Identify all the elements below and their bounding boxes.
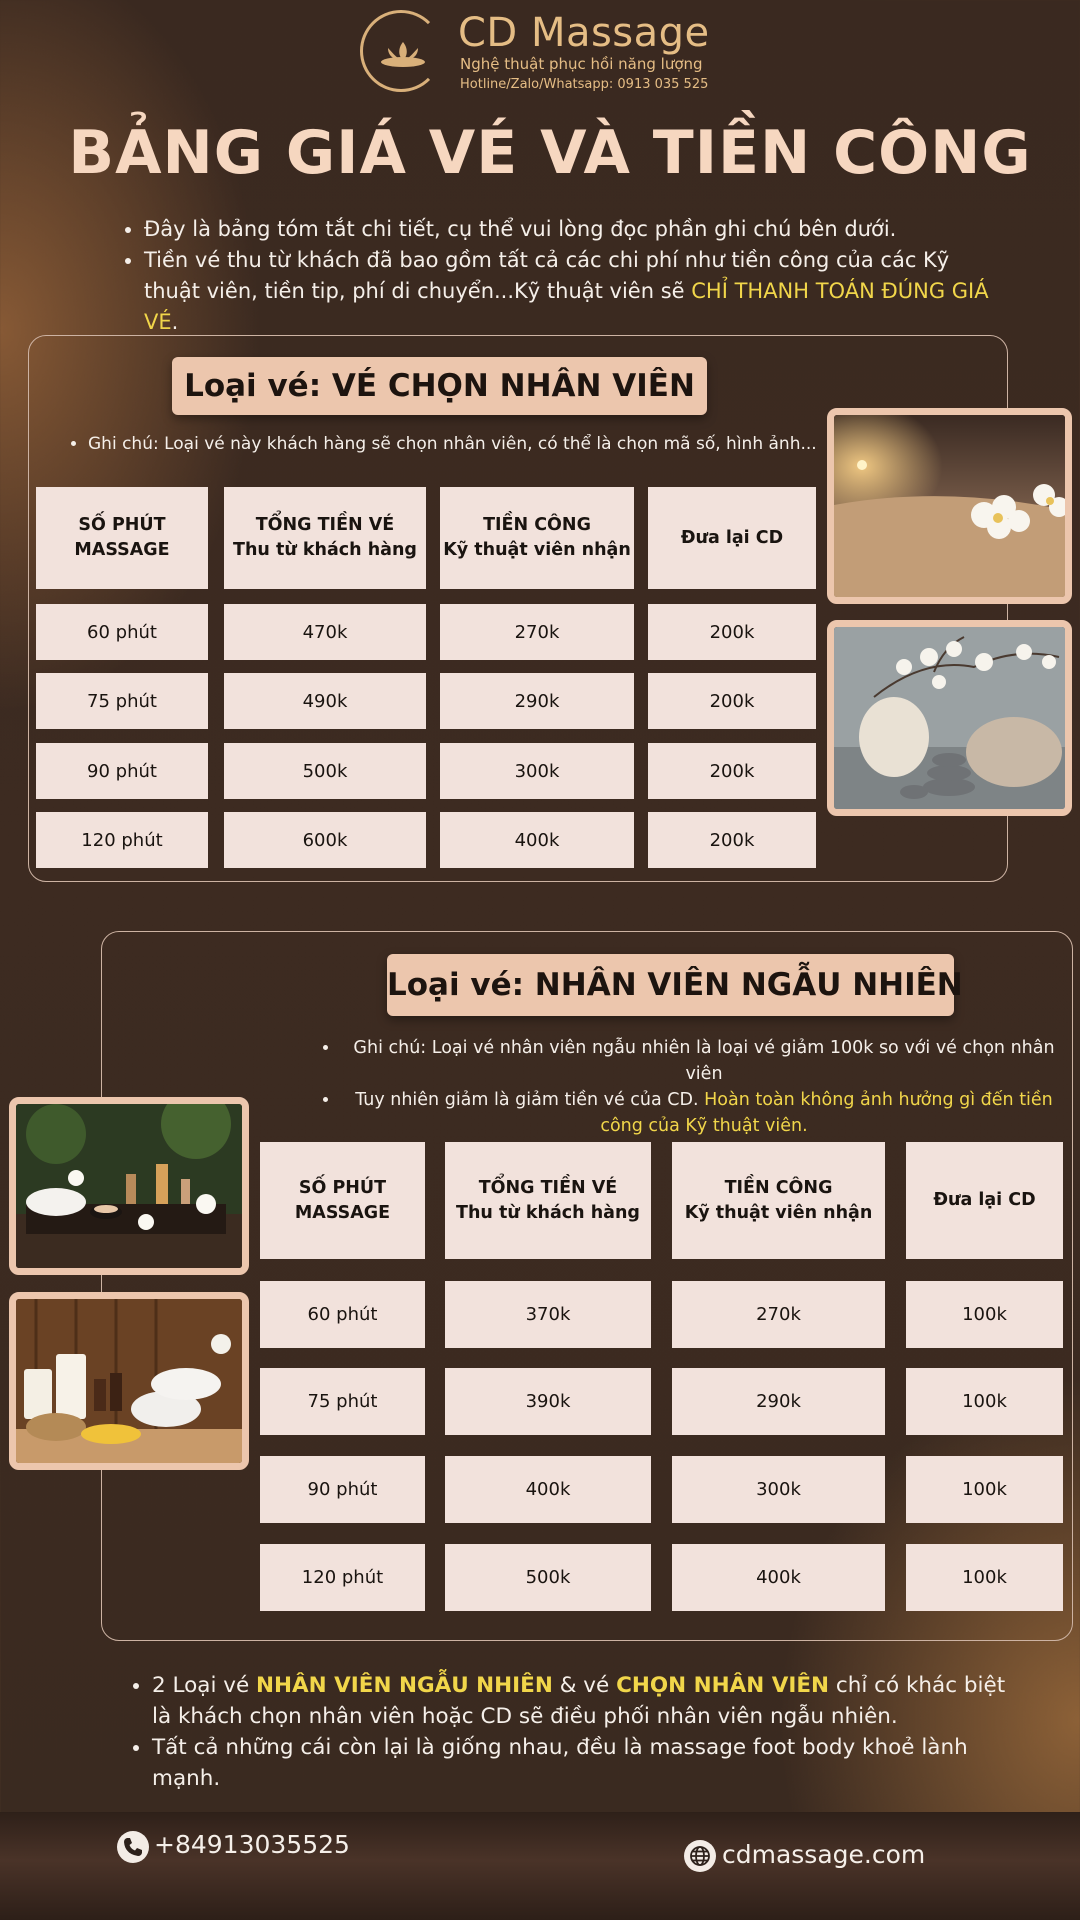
table-cell: 100k [906,1281,1063,1348]
table-cell: 500k [224,743,426,799]
contact-website[interactable]: cdmassage.com [722,1840,926,1869]
table-cell: 60 phút [260,1281,425,1348]
ticket-type-tag: Loại vé: NHÂN VIÊN NGẪU NHIÊN [387,954,954,1016]
section-note: • Ghi chú: Loại vé nhân viên ngẫu nhiên là loại vé giảm 100k so với vé chọn nhân viên • Tuy nhiên giảm là giảm tiền vé của CD. Hoàn toàn không ảnh hưởng gì đến tiền công của Kỹ thuật viên. [318,1035,1068,1139]
intro-item: • Tiền vé thu từ khách đã bao gồm tất cả các chi phí như tiền công của các Kỹ thuật viên, tiền tip, phí di chuyển...Kỹ thuật viên sẽ CHỈ THANH TOÁN ĐÚNG GIÁ VÉ. [144,245,992,338]
intro-highlight: CHỈ THANH TOÁN ĐÚNG GIÁ VÉ [144,279,989,334]
footer-notes [130,1670,1030,1794]
table-header-cell: SỐ PHÚT MASSAGE [36,487,208,589]
table-cell: 90 phút [260,1456,425,1523]
table-cell: 100k [906,1368,1063,1435]
lotus-logo-icon [378,38,428,68]
spa-photo-towel-stones [827,620,1072,816]
table-header-cell: TỔNG TIỀN VÉ Thu từ khách hàng [224,487,426,589]
table-cell: 370k [445,1281,651,1348]
table-cell: 90 phút [36,743,208,799]
brand-hotline: Hotline/Zalo/Whatsapp: 0913 035 525 [460,77,709,92]
table-cell: 400k [672,1544,885,1611]
table-cell: 290k [440,673,634,729]
table-cell: 100k [906,1544,1063,1611]
spa-photo-candles-towels [9,1292,249,1470]
brand-name: CD Massage [458,10,710,56]
footer-note-item: • 2 Loại vé NHÂN VIÊN NGẪU NHIÊN & vé CHỌN NHÂN VIÊN chỉ có khác biệt là khách chọn nhân viên hoặc CD sẽ điều phối nhân viên ngẫu nhiên. [152,1670,1030,1732]
table-header-cell: TIỀN CÔNG Kỹ thuật viên nhận [672,1142,885,1259]
brand-tagline: Nghệ thuật phục hồi năng lượng [460,55,703,73]
page-title: BẢNG GIÁ VÉ VÀ TIỀN CÔNG [68,118,1032,188]
table-cell: 200k [648,812,816,868]
contact-phone[interactable]: +84913035525 [154,1830,350,1859]
table-header-cell: TIỀN CÔNG Kỹ thuật viên nhận [440,487,634,589]
table-cell: 120 phút [36,812,208,868]
table-cell: 390k [445,1368,651,1435]
table-header-cell: SỐ PHÚT MASSAGE [260,1142,425,1259]
intro-notes [122,214,992,338]
table-cell: 120 phút [260,1544,425,1611]
table-cell: 300k [672,1456,885,1523]
table-cell: 200k [648,604,816,660]
table-cell: 200k [648,743,816,799]
table-cell: 100k [906,1456,1063,1523]
section-note: • Ghi chú: Loại vé này khách hàng sẽ chọn nhân viên, có thể là chọn mã số, hình ảnh... [66,431,826,457]
table-cell: 290k [672,1368,885,1435]
spa-photo-candle-flowers [827,408,1072,604]
table-cell: 400k [440,812,634,868]
note-highlight: Hoàn toàn không ảnh hưởng gì đến tiền công của Kỹ thuật viên. [600,1090,1053,1136]
spa-photo-massage-set [9,1097,249,1275]
table-cell: 60 phút [36,604,208,660]
ticket-type-tag: Loại vé: VÉ CHỌN NHÂN VIÊN [172,357,707,415]
table-header-cell: Đưa lại CD [906,1142,1063,1259]
table-cell: 270k [672,1281,885,1348]
table-cell: 300k [440,743,634,799]
table-cell: 490k [224,673,426,729]
table-cell: 270k [440,604,634,660]
table-cell: 470k [224,604,426,660]
intro-item: • Đây là bảng tóm tắt chi tiết, cụ thể vui lòng đọc phần ghi chú bên dưới. [144,214,992,245]
phone-icon [117,1831,149,1863]
table-cell: 400k [445,1456,651,1523]
globe-icon [684,1840,716,1872]
table-header-cell: Đưa lại CD [648,487,816,589]
table-header-cell: TỔNG TIỀN VÉ Thu từ khách hàng [445,1142,651,1259]
table-cell: 75 phút [36,673,208,729]
table-cell: 75 phút [260,1368,425,1435]
table-cell: 500k [445,1544,651,1611]
footer-note-item: • Tất cả những cái còn lại là giống nhau, đều là massage foot body khoẻ lành mạnh. [152,1732,1030,1794]
table-cell: 600k [224,812,426,868]
table-cell: 200k [648,673,816,729]
